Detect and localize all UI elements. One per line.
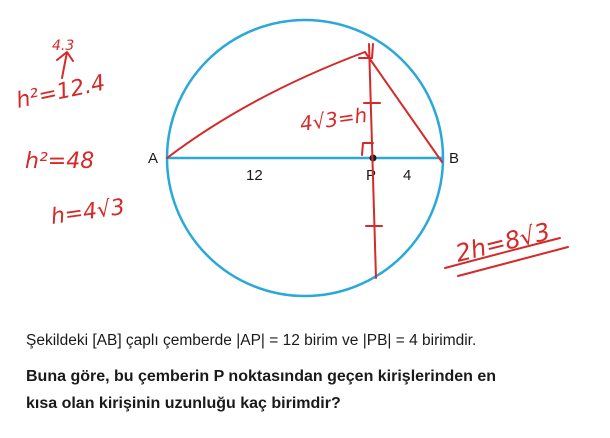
note-h-squared: h²=12.4 — [14, 70, 108, 114]
altitude-line — [369, 44, 376, 278]
note-product: 4.3 — [52, 38, 75, 54]
label-ap: 12 — [246, 167, 263, 184]
chord-top-to-b — [365, 52, 442, 162]
note-h-squared-48: h²=48 — [25, 149, 95, 174]
right-angle-top — [359, 44, 373, 58]
note-chord: 4√3=h — [298, 102, 369, 136]
label-b: B — [449, 150, 460, 167]
question-line-1: Buna göre, bu çemberin P noktasından geçen kirişlerinden en — [26, 368, 497, 385]
label-a: A — [148, 150, 159, 167]
chord-a-to-top — [167, 52, 365, 158]
note-answer: 2h=8√3 — [452, 217, 554, 268]
problem-text — [26, 332, 596, 417]
label-p: P — [366, 167, 377, 184]
question-line-2: kısa olan kirişinin uzunluğu kaç birimdir? — [26, 395, 341, 412]
note-h-value: h=4√3 — [49, 194, 127, 230]
label-pb: 4 — [403, 167, 412, 184]
problem-question — [26, 363, 596, 417]
problem-statement: Şekildeki [AB] çaplı çemberde |AP| = 12 birim ve |PB| = 4 birimdir. — [26, 332, 477, 349]
arrow-note — [57, 52, 73, 78]
